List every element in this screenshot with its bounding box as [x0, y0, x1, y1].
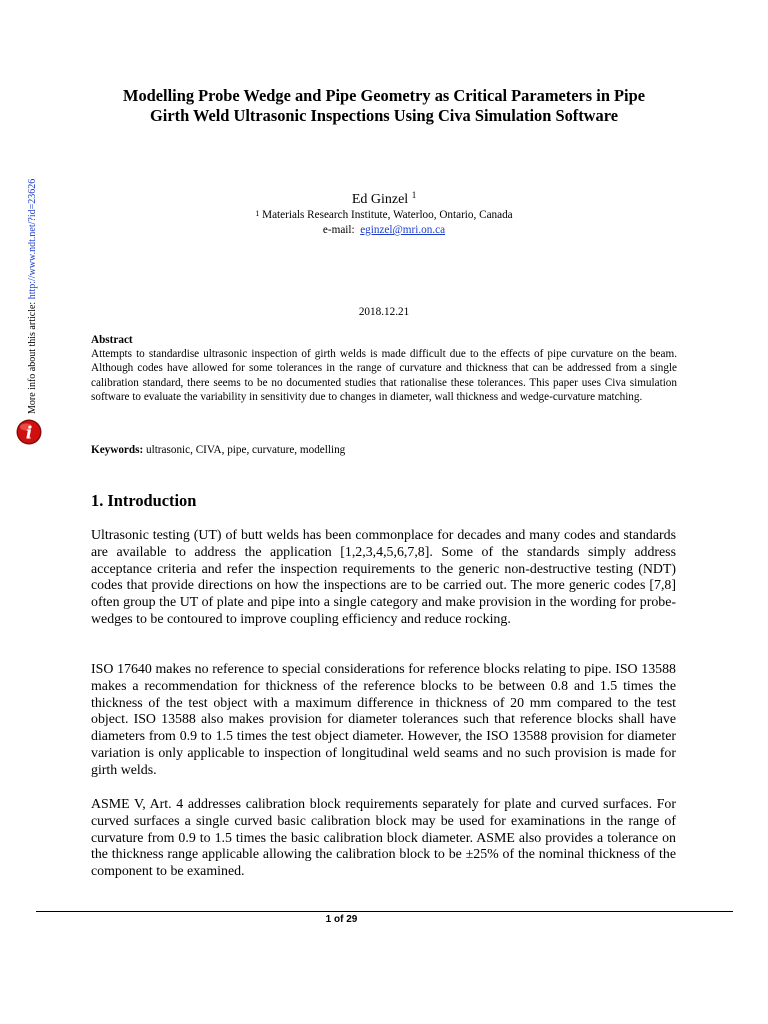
- keywords: [91, 444, 677, 456]
- publication-date: 2018.12.21: [358, 306, 410, 318]
- info-icon-glyph: i: [25, 423, 33, 444]
- author-name: Ed Ginzel: [351, 192, 409, 207]
- author-affiliation-marker: 1: [411, 190, 417, 200]
- author-line: [0, 192, 768, 208]
- email-link[interactable]: eginzel@mri.on.ca: [360, 224, 446, 236]
- side-note-link[interactable]: http://www.ndt.net/?id=23626: [27, 178, 38, 300]
- paragraph: ISO 17640 makes no reference to special considerations for reference blocks relating to pipe. ISO 13588 makes a recommendation for thickness of the reference blocks to be between 0.8 and 1.5 times the thickness of the test object with a maximum difference in thickness of 20 mm compared to the test object. ISO 13588 also makes provision for diameter tolerances such that reference blocks shall have diameters from 0.9 to 1.5 times the test object diameter. However, the ISO 13588 provision for diameter variation is only applicable to inspection of longitudinal weld seams and no such provision is made for girth welds.: [91, 662, 676, 778]
- paper-title-line-2: Girth Weld Ultrasonic Inspections Using Civa Simulation Software: [150, 106, 618, 125]
- paper-title-line-1: Modelling Probe Wedge and Pipe Geometry as Critical Parameters in Pipe: [123, 86, 645, 105]
- abstract-body: Attempts to standardise ultrasonic inspection of girth welds is made difficult due to the effects of pipe curvature on the beam. Although codes have allowed for some tolerances in the range of curvature and thickness that can be addressed from a single calibration standard, there seems to be no documented studies that rationalise these tolerances. This paper uses Civa simulation software to evaluate the variability in sensitivity due to changes in diameter, wall thickness and wedge-curvature matching.: [91, 348, 677, 403]
- email-line: [0, 224, 768, 236]
- page-number: 1 of 29: [325, 914, 358, 925]
- paper-title: [60, 86, 708, 126]
- paragraph: ASME V, Art. 4 addresses calibration block requirements separately for plate and curved surfaces. For curved surfaces a single curved basic calibration block may be used for examinations in the range of curvature from 0.9 to 1.5 times the basic calibration block diameter. ASME also provides a tolerance on the thickness range applicable allowing the calibration block to be ±25% of the nominal thickness of the component to be examined.: [91, 797, 676, 880]
- info-icon[interactable]: [16, 419, 42, 445]
- email-label: e-mail:: [322, 224, 355, 236]
- side-note-prefix: More info about this article:: [27, 299, 38, 414]
- footer-divider: [36, 911, 733, 912]
- keywords-label: Keywords:: [91, 444, 144, 456]
- abstract-heading: Abstract: [91, 334, 133, 346]
- paragraph: Ultrasonic testing (UT) of butt welds has been commonplace for decades and many codes and standards are available to address the application [1,2,3,4,5,6,7,8]. Some of the standards simply address acceptance criteria and refer the inspection requirements to the generic non-destructive testing (NDT) codes that provide directions on how the inspections are to be carried out. The more generic codes [7,8] often group the UT of plate and pipe into a single category and make provision in the wording for probe-wedges to be contoured to improve coupling efficiency and reduce rocking.: [91, 528, 676, 627]
- affiliation-marker: 1: [255, 209, 260, 218]
- abstract: [91, 333, 677, 404]
- affiliation-text: Materials Research Institute, Waterloo, Ontario, Canada: [262, 209, 513, 221]
- keywords-text: ultrasonic, CIVA, pipe, curvature, modelling: [146, 444, 346, 456]
- affiliation-line: [0, 209, 768, 221]
- section-heading: 1. Introduction: [91, 491, 197, 510]
